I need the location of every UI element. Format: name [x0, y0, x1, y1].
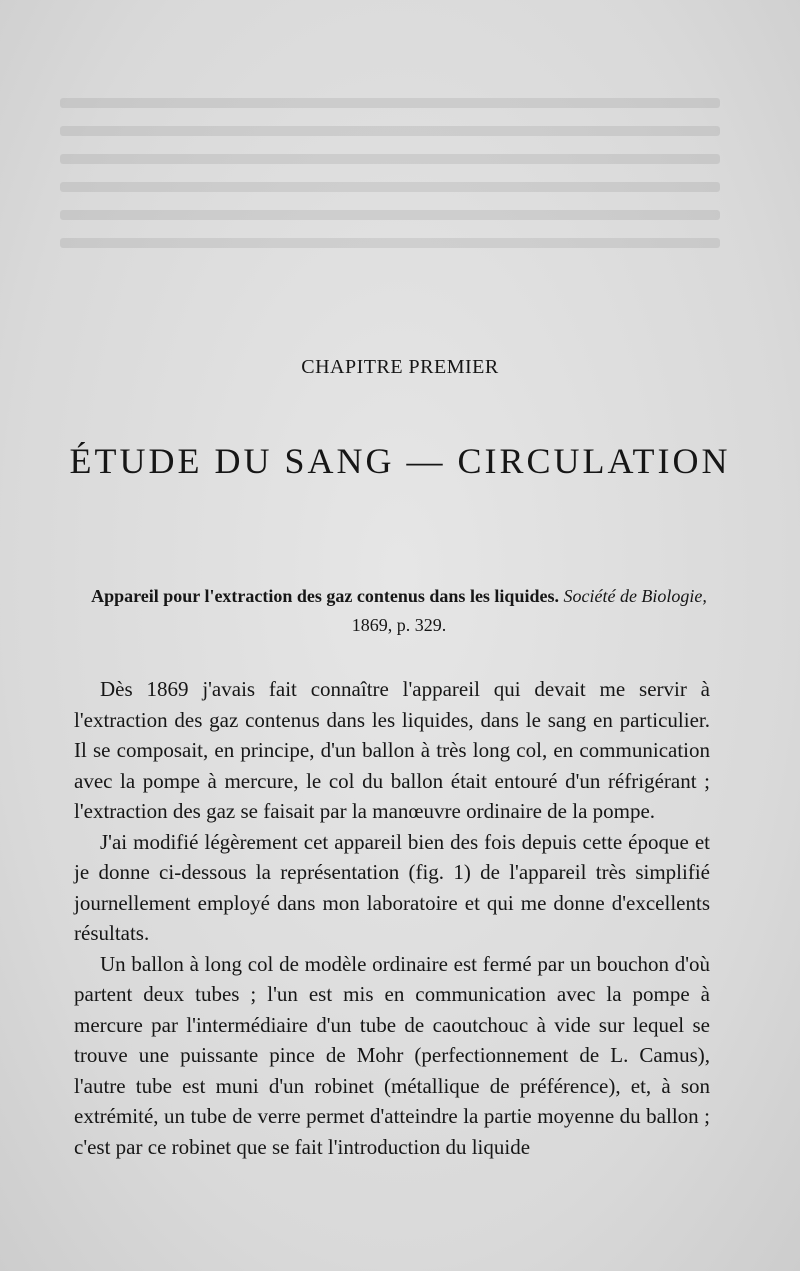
section-reference: 1869, p. 329. [351, 615, 447, 635]
section-title: Appareil pour l'extraction des gaz contenus dans les liquides. [91, 586, 559, 606]
paragraph: J'ai modifié légèrement cet appareil bien des fois depuis cette époque et je donne ci-dessous la représentation (fig. 1) de l'appareil très simplifié journellement employé dans mon laboratoire et qui me donne d'excellents résultats. [74, 829, 710, 945]
bleed-through-text [60, 80, 720, 300]
paragraph: Un ballon à long col de modèle ordinaire est fermé par un bouchon d'où partent deux tubes ; l'un est mis en communication avec la pompe à mercure par l'intermédiaire d'un tube de caoutchouc à vide sur lequel se trouve une puissante pince de Mohr (perfectionnement de L. Camus), l'autre tube est muni d'un robinet (métallique de préférence), et, à son extrémité, un tube de verre permet d'atteindre la partie moyenne du ballon ; c'est par ce robinet que se fait l'introduction du liquide [74, 951, 710, 1159]
chapter-title: ÉTUDE DU SANG — CIRCULATION [69, 441, 731, 481]
paragraph: Dès 1869 j'avais fait connaître l'appareil qui devait me servir à l'extraction des gaz contenus dans les liquides, dans le sang en particulier. Il se composait, en principe, d'un ballon à très long col, en communication avec la pompe à mercure, le col du ballon était entouré d'un réfrigérant ; l'extraction des gaz se faisait par la manœuvre ordinaire de la pompe. [74, 677, 710, 823]
section-journal: Société de Biologie, [563, 586, 707, 606]
section-heading [74, 582, 724, 640]
chapter-heading: CHAPITRE PREMIER [301, 356, 499, 378]
body-text [74, 674, 710, 1162]
